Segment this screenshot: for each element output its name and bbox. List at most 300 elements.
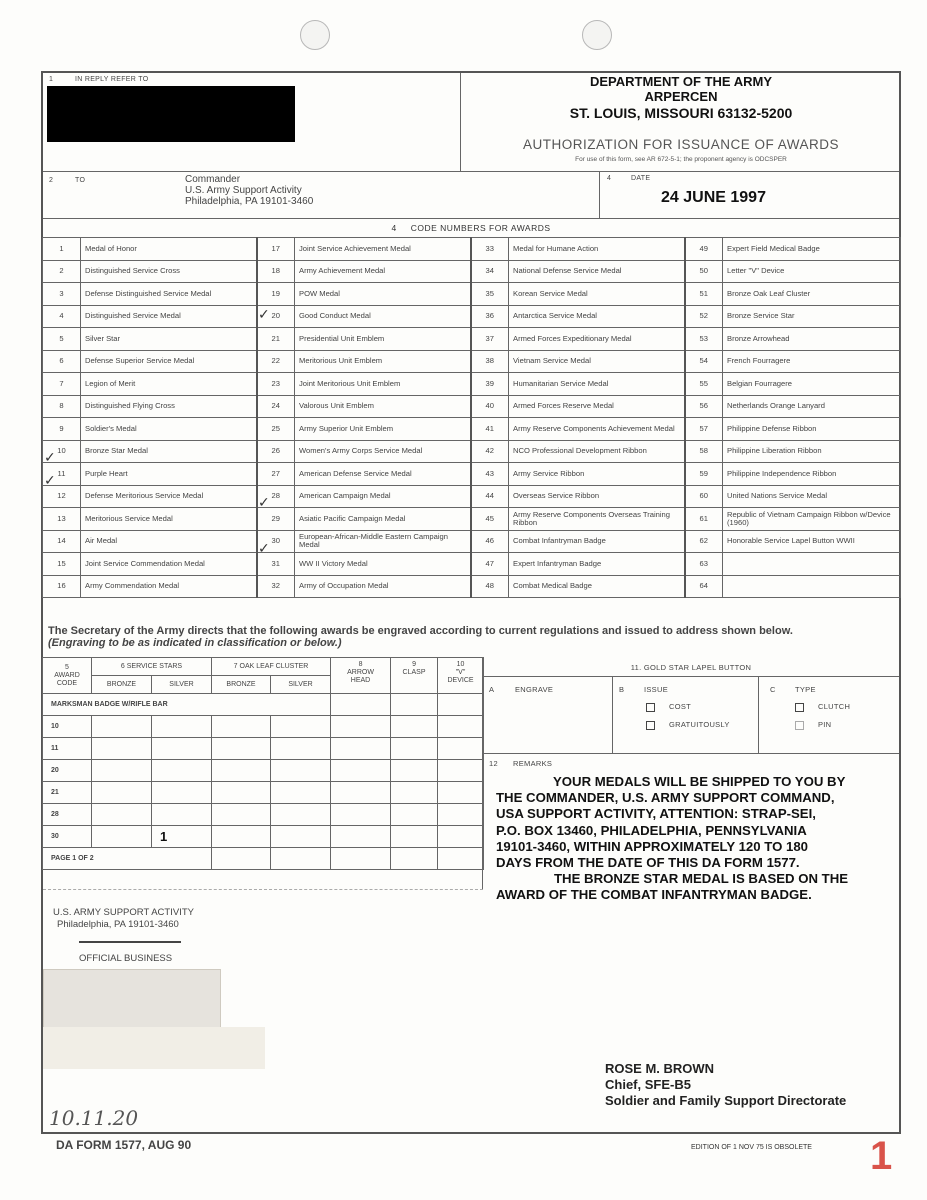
checkmark-icon-code-20: ✓ [258, 307, 270, 323]
award-name: Valorous Unit Emblem [295, 395, 471, 418]
award-code-number: 3 [43, 283, 81, 306]
award-name: Meritorious Unit Emblem [295, 350, 471, 373]
return-address-line-1: U.S. ARMY SUPPORT ACTIVITY [53, 907, 194, 918]
award-code-number: 14 [43, 530, 81, 553]
award-code-header: 5 AWARD CODE [43, 658, 92, 694]
award-name: Armed Forces Expeditionary Medal [509, 328, 685, 351]
award-name: Korean Service Medal [509, 283, 685, 306]
award-name: French Fourragere [723, 350, 901, 373]
award-code-number: 39 [471, 373, 509, 396]
award-name: Presidential Unit Emblem [295, 328, 471, 351]
oak-leaf-cluster-header: 7 OAK LEAF CLUSTER [212, 658, 331, 676]
gold-star-divider-2 [758, 676, 759, 753]
to-line-3: Philadelphia, PA 19101-3460 [185, 196, 314, 207]
award-code-number: 7 [43, 373, 81, 396]
grid-empty-cell [331, 782, 391, 804]
checkmark-icon-code-11: ✓ [44, 473, 56, 489]
award-code-cell: 30 [43, 826, 92, 848]
grid-empty-cell [331, 738, 391, 760]
to-address [185, 174, 313, 207]
grid-row-title [43, 694, 484, 716]
issue-letter: B [619, 685, 625, 694]
award-code-number: 18 [257, 260, 295, 283]
page-note: PAGE 1 OF 2 [43, 848, 212, 870]
grid-empty-cell [391, 738, 438, 760]
grid-empty-cell [212, 782, 271, 804]
award-name: Humanitarian Service Medal [509, 373, 685, 396]
award-name: Distinguished Flying Cross [81, 395, 257, 418]
field-2-number: 2 [49, 177, 54, 184]
service-stars-silver-cell [152, 804, 212, 826]
award-code-number: 41 [471, 418, 509, 441]
award-name: Expert Field Medical Badge [723, 238, 901, 261]
award-code-number: 52 [685, 305, 723, 328]
award-code-number: 16 [43, 575, 81, 598]
service-stars-silver-cell [152, 716, 212, 738]
punch-hole-left [300, 20, 330, 50]
award-name: Philippine Liberation Ribbon [723, 440, 901, 463]
oak-leaf-bronze-header: BRONZE [212, 676, 271, 694]
award-code-number: 9 [43, 418, 81, 441]
codes-row [43, 260, 901, 283]
codes-row [43, 553, 901, 576]
award-code-cell: 11 [43, 738, 92, 760]
codes-row [43, 283, 901, 306]
award-code-number: 6 [43, 350, 81, 373]
award-code-number: 13 [43, 508, 81, 531]
award-code-number: 25 [257, 418, 295, 441]
service-stars-bronze-cell [92, 716, 152, 738]
service-stars-bronze-cell [92, 760, 152, 782]
award-code-number: 49 [685, 238, 723, 261]
envelope-window-shadow [43, 1027, 265, 1069]
award-code-number: 54 [685, 350, 723, 373]
award-code-number: 23 [257, 373, 295, 396]
codes-row [43, 373, 901, 396]
award-name: Joint Service Commendation Medal [81, 553, 257, 576]
award-name: Armed Forces Reserve Medal [509, 395, 685, 418]
service-stars-bronze-cell [92, 738, 152, 760]
award-name: WW II Victory Medal [295, 553, 471, 576]
signer-name: ROSE M. BROWN [605, 1061, 715, 1076]
award-code-number: 21 [257, 328, 295, 351]
remarks-label: REMARKS [513, 759, 553, 768]
award-code-number: 12 [43, 485, 81, 508]
award-code-number: 37 [471, 328, 509, 351]
agency-address: ST. LOUIS, MISSOURI 63132-5200 [569, 105, 793, 121]
directive-line-1: The Secretary of the Army directs that the following awards be engraved according to current regulations and issued to address shown below. [48, 625, 793, 637]
award-code-number: 57 [685, 418, 723, 441]
award-name: Bronze Star Medal [81, 440, 257, 463]
award-code-cell: 28 [43, 804, 92, 826]
to-label: TO [75, 177, 86, 184]
directive-line-2: (Engraving to be as indicated in classification or below.) [48, 637, 342, 649]
award-code-number: 40 [471, 395, 509, 418]
award-code-cell: 21 [43, 782, 92, 804]
codes-row [43, 508, 901, 531]
field-1-number: 1 [49, 76, 54, 83]
field-4-number: 4 [607, 175, 612, 182]
award-name: Belgian Fourragere [723, 373, 901, 396]
arrowhead-cell [331, 694, 391, 716]
cost-checkbox[interactable] [646, 703, 655, 712]
service-stars-silver-cell [152, 760, 212, 782]
remarks-line: P.O. BOX 13460, PHILADELPHIA, PENNSYLVANIA [496, 822, 807, 838]
award-name: Joint Service Achievement Medal [295, 238, 471, 261]
form-subtitle: For use of this form, see AR 672-5-1; the proponent agency is ODCSPER [575, 156, 787, 163]
grid-empty-cell [271, 738, 331, 760]
issue-option-gratuitously[interactable]: GRATUITOUSLY [646, 720, 730, 730]
codes-row [43, 440, 901, 463]
codes-header [43, 223, 899, 233]
grid-empty-cell [212, 804, 271, 826]
arrowhead-header: 8 ARROW HEAD [331, 658, 391, 694]
grid-empty-cell [438, 738, 484, 760]
award-code-number: 51 [685, 283, 723, 306]
type-letter: C [770, 685, 776, 694]
award-code-number: 33 [471, 238, 509, 261]
page-mark: 1 [870, 1134, 893, 1178]
grid-empty-cell [438, 760, 484, 782]
to-line-2: U.S. Army Support Activity [185, 185, 302, 196]
award-code-number: 34 [471, 260, 509, 283]
service-stars-silver-cell [152, 738, 212, 760]
service-stars-bronze-cell [92, 782, 152, 804]
award-code-number: 36 [471, 305, 509, 328]
award-name: European-African-Middle Eastern Campaign Medal [295, 530, 471, 553]
award-code-number: 35 [471, 283, 509, 306]
date-value: 24 JUNE 1997 [661, 189, 766, 206]
award-code-number: 32 [257, 575, 295, 598]
award-name: Legion of Merit [81, 373, 257, 396]
codes-row [43, 395, 901, 418]
award-name: Distinguished Service Cross [81, 260, 257, 283]
return-address-underline [79, 941, 181, 943]
award-name: Expert Infantryman Badge [509, 553, 685, 576]
remarks-number: 12 [489, 759, 498, 768]
award-name: United Nations Service Medal [723, 485, 901, 508]
award-name: Medal of Honor [81, 238, 257, 261]
grid-empty-cell [391, 716, 438, 738]
award-name [723, 575, 901, 598]
award-name: Women's Army Corps Service Medal [295, 440, 471, 463]
engrave-label: ENGRAVE [515, 685, 554, 694]
return-address-line-2: Philadelphia, PA 19101-3460 [57, 919, 179, 930]
checkmark-icon-code-10: ✓ [44, 450, 56, 466]
grid-row-page [43, 848, 484, 870]
grid-empty-cell [391, 782, 438, 804]
codes-row [43, 305, 901, 328]
award-code-number: 15 [43, 553, 81, 576]
grid-empty-cell [438, 716, 484, 738]
award-name: Bronze Oak Leaf Cluster [723, 283, 901, 306]
da-form-1577 [41, 71, 901, 1134]
award-name: Army Reserve Components Achievement Medal [509, 418, 685, 441]
grid-empty-cell [438, 826, 484, 848]
remarks-line: DAYS FROM THE DATE OF THIS DA FORM 1577. [496, 855, 800, 871]
award-code-number: 53 [685, 328, 723, 351]
grid-empty-cell [391, 826, 438, 848]
award-name: Good Conduct Medal [295, 305, 471, 328]
award-code-number: 64 [685, 575, 723, 598]
gold-star-divider-1 [612, 676, 613, 753]
issue-label: ISSUE [644, 685, 669, 694]
grid-empty-cell [331, 716, 391, 738]
award-code-cell: 10 [43, 716, 92, 738]
gold-star-title: 11. GOLD STAR LAPEL BUTTON [630, 663, 752, 672]
remarks-line: USA SUPPORT ACTIVITY, ATTENTION: STRAP-SEI, [496, 806, 816, 822]
award-code-number: 30 [257, 530, 295, 553]
codes-row [43, 350, 901, 373]
grid-right-rule [482, 657, 483, 889]
award-name: Army Superior Unit Emblem [295, 418, 471, 441]
award-name: Air Medal [81, 530, 257, 553]
to-bottom-rule [43, 218, 899, 219]
award-name: Defense Superior Service Medal [81, 350, 257, 373]
reply-refer-label: IN REPLY REFER TO [75, 76, 149, 83]
service-stars-silver-cell: 1 [152, 826, 212, 848]
award-code-number: 38 [471, 350, 509, 373]
award-name: Philippine Defense Ribbon [723, 418, 901, 441]
grid-empty-cell [212, 760, 271, 782]
award-name: Defense Distinguished Service Medal [81, 283, 257, 306]
redacted-block [47, 86, 295, 142]
award-code-number: 46 [471, 530, 509, 553]
clasp-cell [391, 694, 438, 716]
department-name: DEPARTMENT OF THE ARMY [590, 74, 772, 89]
award-name: Medal for Humane Action [509, 238, 685, 261]
award-code-number: 20 [257, 305, 295, 328]
form-id: DA FORM 1577, AUG 90 [56, 1138, 192, 1152]
award-name: Army Achievement Medal [295, 260, 471, 283]
award-name: American Defense Service Medal [295, 463, 471, 486]
award-code-number: 61 [685, 508, 723, 531]
remarks-line: THE COMMANDER, U.S. ARMY SUPPORT COMMAND, [496, 790, 835, 806]
award-name: Joint Meritorious Unit Emblem [295, 373, 471, 396]
award-code-number: 63 [685, 553, 723, 576]
grid-empty-cell [271, 804, 331, 826]
oak-leaf-silver-header: SILVER [271, 676, 331, 694]
award-name: Vietnam Service Medal [509, 350, 685, 373]
service-stars-bronze-cell [92, 826, 152, 848]
return-address [53, 907, 194, 931]
service-stars-silver-cell [152, 782, 212, 804]
gold-star-rule [483, 676, 899, 677]
award-code-number: 50 [685, 260, 723, 283]
awards-grid [42, 657, 484, 870]
grid-empty-cell [391, 848, 438, 870]
award-name: Army Commendation Medal [81, 575, 257, 598]
grid-empty-cell [271, 760, 331, 782]
clasp-header: 9 CLASP [391, 658, 438, 694]
codes-row [43, 530, 901, 553]
agency-name: ARPERCEN [644, 89, 718, 104]
award-code-number: 55 [685, 373, 723, 396]
award-name: Philippine Independence Ribbon [723, 463, 901, 486]
award-name: Defense Meritorious Service Medal [81, 485, 257, 508]
envelope-window [43, 969, 221, 1029]
grid-row [43, 804, 484, 826]
award-name: Honorable Service Lapel Button WWII [723, 530, 901, 553]
award-name: Combat Medical Badge [509, 575, 685, 598]
codes-row [43, 238, 901, 261]
award-name: Netherlands Orange Lanyard [723, 395, 901, 418]
award-name: Purple Heart [81, 463, 257, 486]
award-code-number: 19 [257, 283, 295, 306]
grid-empty-cell [271, 826, 331, 848]
checkmark-icon-code-30: ✓ [258, 541, 270, 557]
grid-empty-cell [271, 716, 331, 738]
checkmark-icon-code-28: ✓ [258, 495, 270, 511]
award-code-number: 24 [257, 395, 295, 418]
award-code-number: 4 [43, 305, 81, 328]
address-section-rule [43, 889, 483, 890]
award-name: Army Service Ribbon [509, 463, 685, 486]
service-stars-bronze-header: BRONZE [92, 676, 152, 694]
service-stars-header: 6 SERVICE STARS [92, 658, 212, 676]
grid-row [43, 760, 484, 782]
grid-empty-cell [391, 804, 438, 826]
grid-empty-cell [391, 760, 438, 782]
award-name: Distinguished Service Medal [81, 305, 257, 328]
engrave-letter: A [489, 685, 495, 694]
grid-empty-cell [271, 848, 331, 870]
grid-empty-cell [212, 848, 271, 870]
award-code-number: 45 [471, 508, 509, 531]
header-bottom-rule [43, 171, 899, 172]
award-name: Army of Occupation Medal [295, 575, 471, 598]
grid-empty-cell [438, 848, 484, 870]
award-code-number: 62 [685, 530, 723, 553]
award-code-number: 10 [43, 440, 81, 463]
signature-block [605, 1061, 846, 1109]
clutch-checkbox[interactable] [795, 703, 804, 712]
to-line-1: Commander [185, 174, 241, 185]
award-name: Meritorious Service Medal [81, 508, 257, 531]
award-code-number: 17 [257, 238, 295, 261]
award-name [723, 553, 901, 576]
award-code-number: 28 [257, 485, 295, 508]
grid-row [43, 826, 484, 848]
remarks-para1-first: YOUR MEDALS WILL BE SHIPPED TO YOU BY [553, 774, 846, 789]
codes-section-number: 4 [391, 223, 397, 233]
grid-empty-cell [438, 804, 484, 826]
handwritten-date: 10.11.20 [49, 1106, 139, 1130]
award-code-number: 60 [685, 485, 723, 508]
grid-empty-cell [331, 804, 391, 826]
award-name: Soldier's Medal [81, 418, 257, 441]
award-entry-title: MARKSMAN BADGE W/RIFLE BAR [43, 694, 331, 716]
award-code-number: 43 [471, 463, 509, 486]
grid-empty-cell [212, 716, 271, 738]
award-code-number: 44 [471, 485, 509, 508]
codes-row [43, 575, 901, 598]
form-title: AUTHORIZATION FOR ISSUANCE OF AWARDS [522, 137, 839, 152]
award-code-number: 2 [43, 260, 81, 283]
remarks-text [496, 774, 896, 904]
date-divider [599, 171, 600, 219]
award-name: Silver Star [81, 328, 257, 351]
award-name: POW Medal [295, 283, 471, 306]
grid-empty-cell [212, 826, 271, 848]
signer-title: Chief, SFE-B5 [605, 1077, 691, 1092]
award-name: Republic of Vietnam Campaign Ribbon w/Device (1960) [723, 508, 901, 531]
type-label: TYPE [795, 685, 816, 694]
grid-empty-cell [331, 848, 391, 870]
award-name: Army Reserve Components Overseas Training Ribbon [509, 508, 685, 531]
award-name: Combat Infantryman Badge [509, 530, 685, 553]
type-option-clutch[interactable]: CLUTCH [795, 702, 850, 712]
remarks-line: 19101-3460, WITHIN APPROXIMATELY 120 TO 180 [496, 838, 808, 854]
award-code-number: 5 [43, 328, 81, 351]
grid-row [43, 716, 484, 738]
grid-empty-cell [271, 782, 331, 804]
award-code-number: 58 [685, 440, 723, 463]
award-name: National Defense Service Medal [509, 260, 685, 283]
award-codes-table [42, 237, 901, 598]
issue-option-cost[interactable]: COST [646, 702, 691, 712]
award-name: Asiatic Pacific Campaign Medal [295, 508, 471, 531]
award-name: Letter "V" Device [723, 260, 901, 283]
award-code-number: 56 [685, 395, 723, 418]
codes-section-title: CODE NUMBERS FOR AWARDS [410, 223, 551, 233]
codes-row [43, 485, 901, 508]
gratuitously-checkbox[interactable] [646, 721, 655, 730]
gold-star-bottom-rule [483, 753, 899, 754]
grid-empty-cell [331, 760, 391, 782]
grid-empty-cell [331, 826, 391, 848]
award-code-number: 42 [471, 440, 509, 463]
codes-row [43, 328, 901, 351]
award-name: Antarctica Service Medal [509, 305, 685, 328]
award-name: NCO Professional Development Ribbon [509, 440, 685, 463]
v-device-cell [438, 694, 484, 716]
edition-note: EDITION OF 1 NOV 75 IS OBSOLETE [691, 1144, 812, 1151]
award-code-number: 27 [257, 463, 295, 486]
award-name: Bronze Arrowhead [723, 328, 901, 351]
v-device-header: 10 "V" DEVICE [438, 658, 484, 694]
award-code-number: 48 [471, 575, 509, 598]
directive-text [48, 625, 898, 649]
award-code-number: 22 [257, 350, 295, 373]
grid-row [43, 738, 484, 760]
award-code-cell: 20 [43, 760, 92, 782]
award-code-number: 1 [43, 238, 81, 261]
award-code-number: 8 [43, 395, 81, 418]
type-option-pin[interactable]: PIN [795, 720, 831, 730]
pin-checkbox[interactable] [795, 721, 804, 730]
department-block [461, 74, 901, 121]
award-name: American Campaign Medal [295, 485, 471, 508]
award-code-number: 26 [257, 440, 295, 463]
award-code-number: 59 [685, 463, 723, 486]
grid-row [43, 782, 484, 804]
punch-hole-right [582, 20, 612, 50]
codes-row [43, 463, 901, 486]
remarks-para2-first: THE BRONZE STAR MEDAL IS BASED ON THE [554, 871, 849, 887]
grid-empty-cell [212, 738, 271, 760]
service-stars-silver-header: SILVER [152, 676, 212, 694]
award-code-number: 11 [43, 463, 81, 486]
award-code-number: 47 [471, 553, 509, 576]
official-business-label: OFFICIAL BUSINESS [79, 953, 173, 964]
signer-organization: Soldier and Family Support Directorate [605, 1093, 847, 1108]
award-name: Overseas Service Ribbon [509, 485, 685, 508]
codes-row [43, 418, 901, 441]
award-code-number: 29 [257, 508, 295, 531]
service-stars-bronze-cell [92, 804, 152, 826]
remarks-para2-rest: AWARD OF THE COMBAT INFANTRYMAN BADGE. [496, 887, 812, 903]
